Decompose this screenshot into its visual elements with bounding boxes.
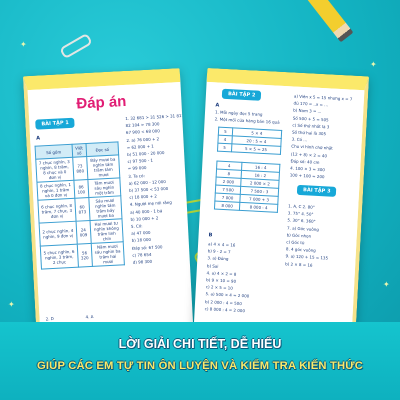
answer-line: 1. 32 681 > 31 526 > 31 817: [125, 112, 185, 121]
answer-line: b) 9 - 2 = 7: [207, 248, 231, 255]
table-cell: 5 × 5 = 25: [231, 144, 281, 155]
table-cell: 60 873: [75, 198, 90, 222]
table-header-cell: Số gồm: [35, 144, 72, 159]
table-row: [40, 242, 124, 269]
banner-subheadline: GIÚP CÁC EM TỰ TIN ÔN LUYỆN VÀ KIỂM TRA KIẾN THỨC: [36, 360, 364, 372]
answer-line: c) 18 000 + 2: [129, 193, 157, 201]
table-cell: 4: [217, 161, 242, 170]
sparkle-icon: ✦: [370, 60, 377, 69]
table-cell: 86 100: [74, 180, 89, 199]
table-header-cell: Đọc số: [86, 142, 119, 157]
answer-line: 4. a) 4 × 2 = 8: [206, 270, 237, 277]
table-cell: 5 × 4: [232, 128, 282, 139]
answer-line: a) 4 × 4 = 16: [208, 241, 236, 248]
answer-line: Chu vi hình chữ nhật: [291, 143, 333, 152]
answer-line: 100 + 100 = 200: [289, 172, 325, 180]
section-letter: B: [208, 232, 213, 239]
answer-line: = 62 000 + 1: [126, 143, 154, 150]
answer-page-right: [193, 68, 369, 352]
answer-line: 3. 75° 4. 50°: [287, 210, 314, 217]
section-letter: A: [215, 102, 220, 109]
table-cell: 5 chục nghìn, 6 nghìn, 3 trăm, 2 chục: [40, 244, 78, 269]
answer-line: 3. a) Đúng: [207, 255, 229, 262]
answer-line: 3. Ta có:: [128, 172, 145, 179]
answer-line: (12 + 8) × 2 = 40: [290, 151, 328, 158]
answer-line: a) Viên x 5 = 15 nhưng x = 7: [293, 93, 353, 102]
answer-line: b) 2 000 : 4 = 500: [204, 298, 242, 306]
answer-line: 67 900 < 68 000: [125, 128, 160, 136]
table-cell: Sáu mươi nghìn tám trăm bảy mươi ba: [89, 196, 122, 221]
table-cell: 5: [218, 127, 232, 136]
table-cell: 56 320: [77, 243, 92, 267]
paper-clip-icon: [59, 33, 93, 59]
sparkle-icon: ✦: [8, 300, 15, 309]
sparkle-icon: ✦: [383, 280, 390, 289]
answer-line: c) 97 500 - 1: [127, 157, 154, 165]
answer-line: b) Sai: [206, 262, 219, 269]
answer-line: 4. Người mẹ nói rằng: [129, 200, 172, 208]
answer-line: 7. a) Góc vuông: [286, 224, 319, 232]
table-cell: 2 000: [216, 177, 241, 186]
answer-line: Số thứ hai là 305: [291, 129, 327, 137]
answer-line: b) Nam 3 = ...: [293, 107, 322, 115]
answer-table: [35, 141, 125, 269]
answer-column: [214, 108, 280, 126]
table-cell: Bảy mươi ba nghìn tám trăm tám mươi: [87, 155, 120, 180]
answer-line: b) 9 × 10 = 90: [206, 277, 237, 284]
answer-line: c) Góc tù: [286, 239, 305, 246]
answer-line: c) 78 654: [132, 251, 152, 258]
answer-column: [205, 240, 253, 314]
answer-line: Đáp số: 67 500: [131, 243, 163, 251]
table-cell: 7 000 + 3: [240, 194, 278, 204]
answer-line: a) 40 000 - 1 bả: [130, 207, 163, 215]
answer-line: 2. a) 76 000 + 2: [126, 135, 160, 143]
answer-line: a) 62 000 - 12 000: [128, 178, 166, 186]
promo-banner: [0, 322, 400, 400]
answer-line: c) 2 × 5 = 10: [205, 284, 233, 291]
calculation-table: [214, 161, 280, 213]
table-cell: 5: [217, 143, 231, 152]
answer-line: Đáp số: 40 cm: [290, 158, 320, 165]
table-cell: 6 chục nghìn, 8 trăm, 7 chục, 3 đơn vị: [38, 198, 76, 223]
answer-line: b) 37 500 < 53 000: [128, 185, 169, 193]
table-cell: 7 000: [215, 193, 240, 202]
answer-line: b) 2 × 8 = 16: [285, 260, 313, 268]
table-cell: Hai mươi tư nghìn không trăm linh chín: [90, 219, 123, 244]
answer-column: [290, 93, 353, 182]
table-cell: 7 500: [215, 185, 240, 194]
table-cell: 73 880: [72, 157, 87, 181]
table-cell: 16 : 4: [242, 162, 280, 172]
answer-column: [125, 112, 192, 266]
banner-headline: LỜI GIẢI CHI TIẾT, DỄ HIỂU: [118, 337, 282, 351]
table-cell: 2 chục nghìn, 4 nghìn, 9 đơn vị: [39, 221, 77, 246]
table-cell: 8: [216, 169, 241, 178]
answer-line: a) 47 000: [131, 230, 151, 237]
table-cell: 8 chục nghìn, 1 nghìn, 1 trăm và 0 đơn vị: [37, 180, 75, 200]
table-cell: Tám mươi sáu nghìn một trăm: [88, 178, 121, 198]
answer-line: c) Số thứ nhất là 3: [292, 122, 330, 130]
sparkle-icon: ✦: [20, 40, 27, 49]
answer-line: 2. Một mối cửa hàng bán 16 quả: [214, 116, 280, 126]
answer-line: Số 500 + 5 = 505: [292, 115, 329, 122]
table-cell: 4: [218, 135, 232, 144]
answer-line: b) 51 000 - 20 000: [126, 150, 165, 157]
table-cell: 24 009: [76, 220, 91, 244]
page-title: Đáp án: [75, 92, 127, 113]
answer-line: 1. A, C 2. 80°: [288, 203, 315, 210]
answer-line: 4. 100 × 3 = 300: [290, 165, 325, 173]
answer-line: d) 98 300: [132, 258, 153, 265]
answer-line: 5. 30° 6. 360°: [287, 217, 316, 225]
answer-line: 4. A: [85, 313, 94, 320]
answer-line: 3. Có ...: [291, 136, 308, 143]
answer-line: = 99 000: [127, 165, 147, 172]
answer-line: b) Góc nhọn: [286, 232, 312, 239]
answer-line: 5. a) 500 × 4 = 2 000: [205, 291, 250, 299]
section-label: BÀI TẬP 3: [297, 185, 337, 197]
answer-line: b) 18 000: [131, 237, 152, 244]
answer-line: đủ 170 = ..x = ...: [293, 100, 329, 108]
table-cell: Năm mươi sáu nghìn ba trăm hai mươi: [91, 242, 124, 267]
answer-line: b) 10 000 + 2: [130, 215, 159, 222]
answer-line: c) 8 000 : 4 = 2 000: [204, 305, 246, 314]
division-table: [217, 127, 282, 155]
section-label: BÀI TẬP 1: [35, 118, 75, 130]
answer-line: 2. D: [45, 316, 54, 322]
section-label: BÀI TẬP 2: [222, 89, 262, 101]
answer-page-left: [23, 68, 194, 352]
table-cell: 7 chục nghìn, 3 nghìn, 8 trăm, 8 chục và 0 đơn vị: [36, 157, 74, 182]
answer-line: 5. Có:: [130, 223, 143, 229]
table-header-cell: Viết số: [72, 144, 87, 158]
answer-line: 1. Mỗi ngày đọc 5 trang: [214, 109, 263, 117]
table-cell: 2 000 × 2: [241, 178, 279, 188]
table-cell: 8 000: [214, 201, 239, 210]
answer-column: [285, 202, 331, 269]
table-cell: 16 : 2: [241, 170, 279, 180]
answer-line: 82 104 > 78 300: [125, 121, 160, 129]
table-cell: 7 500 : 3: [240, 186, 278, 196]
pencil-icon: [303, 0, 354, 42]
table-cell: 8 000 - 4: [239, 202, 277, 212]
answer-line: 9. a) 120 + 15 = 135: [285, 253, 329, 261]
answer-line: 8. 4 góc vuông: [285, 246, 316, 254]
section-letter: A: [36, 135, 41, 142]
table-cell: 20 : 5 = 4: [232, 136, 282, 147]
